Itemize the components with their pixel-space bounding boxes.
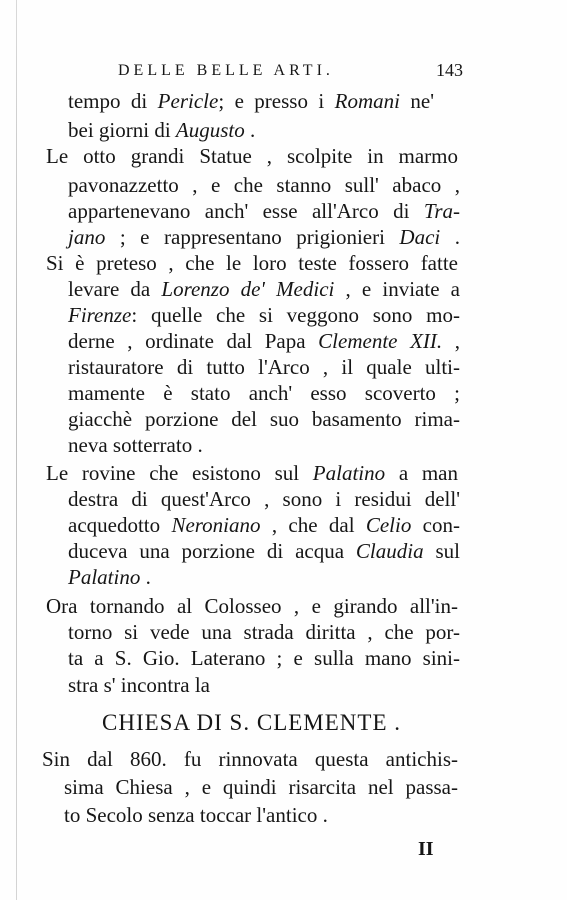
body-line: [68, 512, 460, 538]
body-line: [68, 619, 460, 645]
page-header: [118, 62, 463, 86]
body-line: [68, 88, 434, 114]
text-segment: .: [140, 565, 151, 589]
text-segment: torno si vede una strada diritta , che por-: [68, 620, 460, 644]
body-line: [68, 302, 460, 328]
text-segment: .: [440, 225, 460, 249]
body-line: [68, 224, 460, 250]
text-segment: ne': [399, 89, 434, 113]
body-line: [68, 380, 460, 406]
text-segment: Si è preteso , che le loro teste fossero fatte: [46, 251, 458, 275]
body-line: [68, 564, 151, 590]
text-segment: tempo di: [68, 89, 158, 113]
italic-text: Palatino: [68, 565, 141, 589]
text-segment: , che dal: [260, 513, 366, 537]
body-line: [68, 276, 460, 302]
body-line: [68, 198, 460, 224]
text-segment: ; e rappresentano prigionieri: [105, 225, 400, 249]
page-number: 143: [436, 60, 463, 80]
text-segment: neva sotterrato .: [68, 433, 203, 457]
body-line: [68, 406, 460, 432]
body-line: [68, 432, 203, 458]
italic-text: jano: [68, 225, 106, 249]
body-line: [68, 117, 255, 143]
text-segment: a man: [385, 461, 458, 485]
text-segment: sul: [423, 539, 460, 563]
text-segment: levare da: [68, 277, 162, 301]
text-segment: , e inviate a: [334, 277, 460, 301]
body-line: [46, 460, 458, 486]
text-segment: pavonazzetto , e che stanno sull' abaco ,: [68, 173, 460, 197]
body-line: [68, 645, 460, 671]
text-segment: Sin dal 860. fu rinnovata questa antichis-: [42, 747, 458, 771]
section-heading: CHIESA DI S. CLEMENTE .: [102, 710, 401, 735]
text-segment: to Secolo senza toccar l'antico .: [64, 803, 328, 827]
italic-text: Augusto: [175, 118, 245, 142]
text-segment: Ora tornando al Colosseo , e girando all'in-: [46, 594, 458, 618]
text-segment: acquedotto: [68, 513, 172, 537]
tail-line: [64, 774, 458, 800]
text-segment: ta a S. Gio. Laterano ; e sulla mano sini-: [68, 646, 460, 670]
italic-text: Tra-: [423, 199, 460, 223]
body-line: [46, 593, 458, 619]
text-segment: appartenevano anch' esse all'Arco di: [68, 199, 424, 223]
text-segment: derne , ordinate dal Papa: [68, 329, 319, 353]
text-segment: bei giorni di: [68, 118, 176, 142]
signature-mark: II: [418, 838, 434, 860]
text-segment: ristauratore di tutto l'Arco , il quale ulti-: [68, 355, 460, 379]
text-segment: ; e presso i: [218, 89, 335, 113]
italic-text: Celio: [365, 513, 412, 537]
text-segment: sima Chiesa , e quindi risarcita nel passa-: [64, 775, 458, 799]
text-segment: ,: [442, 329, 460, 353]
body-line: [68, 172, 460, 198]
italic-text: Claudia: [355, 539, 424, 563]
italic-text: Firenze: [68, 303, 132, 327]
text-segment: Le otto grandi Statue , scolpite in marmo: [46, 144, 458, 168]
text-segment: duceva una porzione di acqua: [68, 539, 356, 563]
body-line: [68, 486, 460, 512]
gutter-line: [16, 0, 17, 900]
italic-text: Palatino: [312, 461, 386, 485]
text-segment: .: [244, 118, 256, 142]
body-line: [68, 538, 460, 564]
tail-line: [64, 802, 328, 828]
italic-text: Pericle: [157, 89, 219, 113]
body-line: [68, 328, 460, 354]
text-segment: stra s' incontra la: [68, 673, 210, 697]
text-segment: : quelle che si veggono sono mo-: [131, 303, 460, 327]
italic-text: Romani: [334, 89, 400, 113]
text-segment: con-: [411, 513, 460, 537]
text-segment: giacchè porzione del suo basamento rima-: [68, 407, 460, 431]
body-line: [68, 354, 460, 380]
italic-text: Lorenzo de' Medici: [161, 277, 335, 301]
italic-text: Daci: [399, 225, 441, 249]
body-line: [68, 672, 210, 698]
text-segment: Le rovine che esistono sul: [46, 461, 313, 485]
text-segment: mamente è stato anch' esso scoverto ;: [68, 381, 460, 405]
body-line: [46, 143, 458, 169]
running-title: DELLE BELLE ARTI.: [118, 62, 334, 79]
body-line: [46, 250, 458, 276]
text-segment: destra di quest'Arco , sono i residui dell': [68, 487, 460, 511]
italic-text: Neroniano: [171, 513, 261, 537]
italic-text: Clemente XII.: [318, 329, 443, 353]
tail-line: [42, 746, 458, 772]
